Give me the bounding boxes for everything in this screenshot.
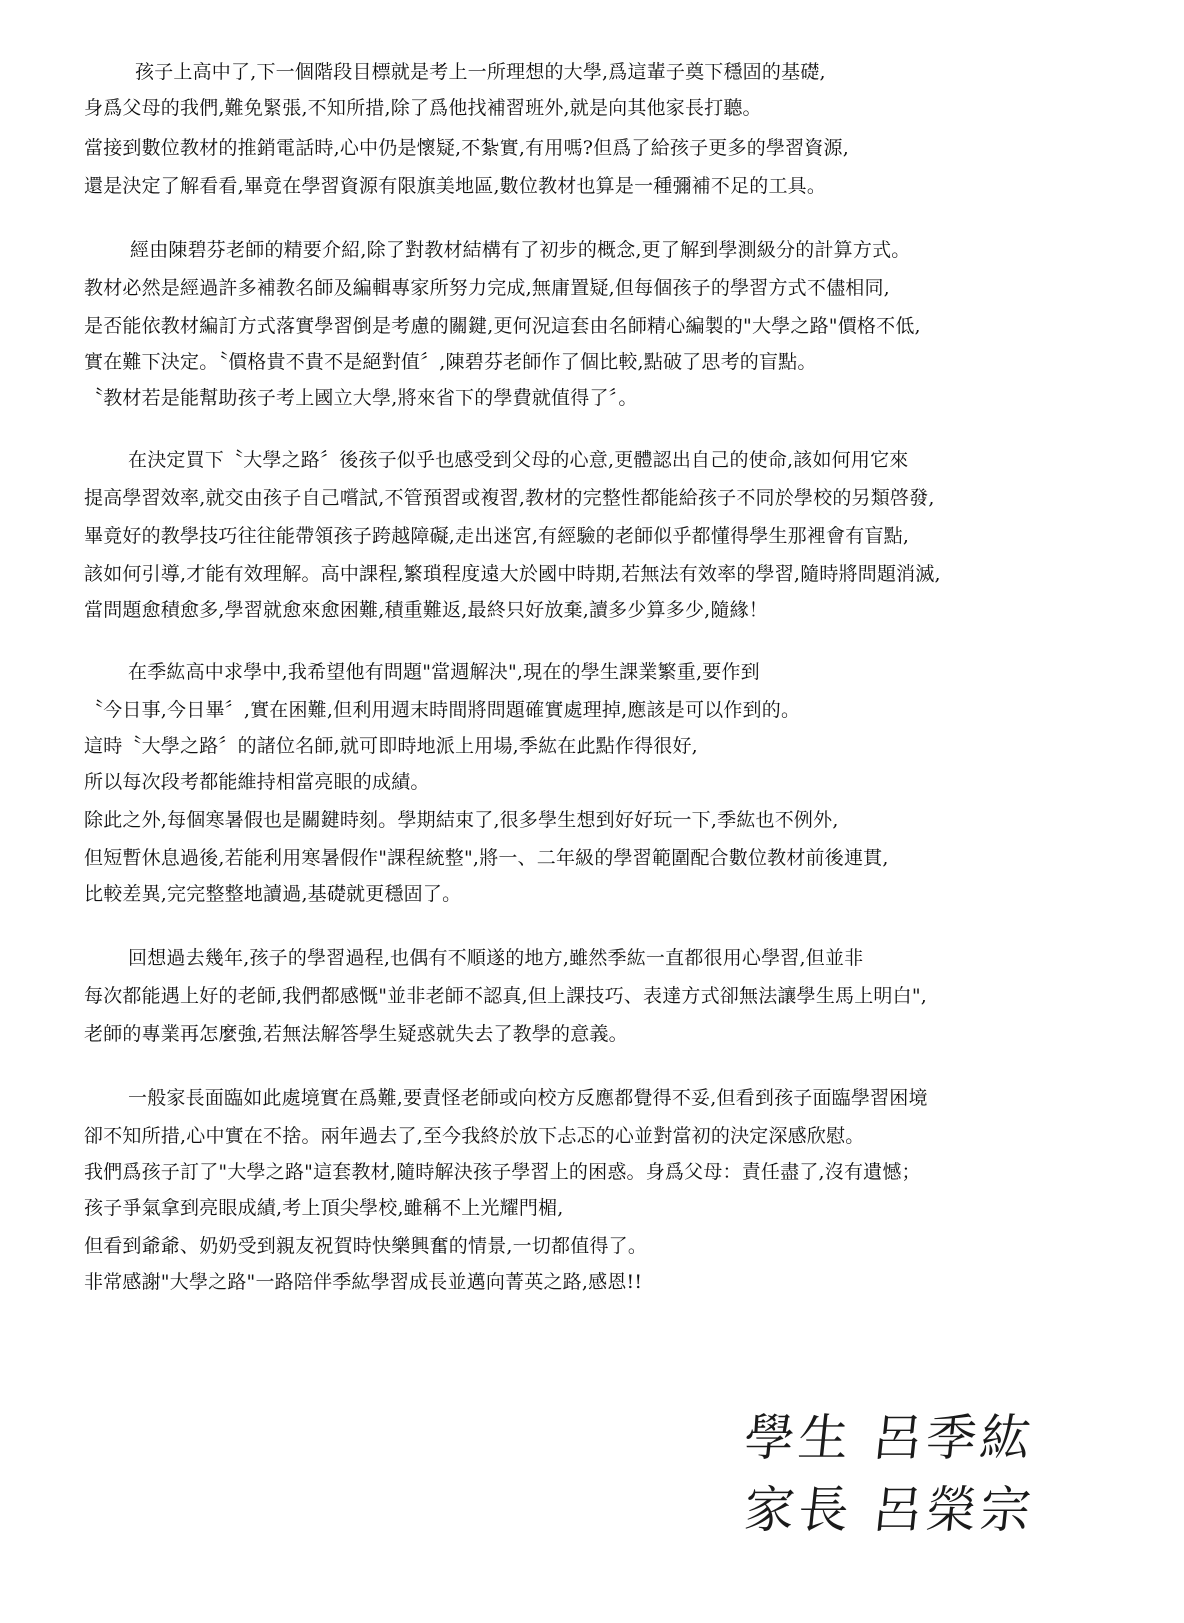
text-line: 當問題愈積愈多,學習就愈來愈困難,積重難返,最終只好放棄,讀多少算多少,隨緣！ bbox=[84, 599, 768, 621]
text-line: 在季紘高中求學中,我希望他有問題"當週解決",現在的學生課業繁重,要作到 bbox=[128, 661, 760, 683]
text-line: 是否能依教材編訂方式落實學習倒是考慮的關鍵,更何況這套由名師精心編製的"大學之路"價格不低, bbox=[84, 315, 921, 337]
text-line: 比較差異,完完整整地讀過,基礎就更穩固了。 bbox=[84, 883, 462, 905]
text-line: 孩子爭氣拿到亮眼成績,考上頂尖學校,雖稱不上光耀門楣, bbox=[84, 1197, 564, 1219]
text-line: 除此之外,每個寒暑假也是關鍵時刻。學期結束了,很多學生想到好好玩一下,季紘也不例外, bbox=[84, 809, 839, 831]
text-line: 還是決定了解看看,畢竟在學習資源有限旗美地區,數位教材也算是一種彌補不足的工具。 bbox=[84, 175, 827, 197]
text-line: 非常感謝"大學之路"一路陪伴季紘學習成長並邁向菁英之路,感恩!! bbox=[84, 1271, 643, 1293]
text-line: 孩子上高中了,下一個階段目標就是考上一所理想的大學,爲這輩子奠下穩固的基礎, bbox=[135, 61, 826, 83]
text-line: 卻不知所措,心中實在不捨。兩年過去了,至今我終於放下忐忑的心並對當初的決定深感欣慰。 bbox=[84, 1125, 865, 1147]
text-line: 該如何引導,才能有效理解。高中課程,繁瑣程度遠大於國中時期,若無法有效率的學習,隨時將問題消滅, bbox=[84, 563, 941, 585]
text-line: 老師的專業再怎麼強,若無法解答學生疑惑就失去了教學的意義。 bbox=[84, 1023, 628, 1045]
text-line: 這時〝大學之路〞的諸位名師,就可即時地派上用場,季紘在此點作得很好, bbox=[84, 735, 698, 757]
text-line: 每次都能遇上好的老師,我們都感慨"並非老師不認真,但上課技巧、表達方式卻無法讓學生馬上明白", bbox=[84, 985, 927, 1007]
signature-student: 學生 呂季紘 bbox=[741, 1409, 1038, 1467]
text-line: 但看到爺爺、奶奶受到親友祝賀時快樂興奮的情景,一切都值得了。 bbox=[84, 1235, 648, 1257]
text-line: 教材必然是經過許多補教名師及編輯專家所努力完成,無庸置疑,但每個孩子的學習方式不儘相同, bbox=[84, 277, 890, 299]
text-line: 〝今日事,今日畢〞,實在困難,但利用週末時間將問題確實處理掉,應該是可以作到的。 bbox=[84, 699, 801, 721]
text-line: 身爲父母的我們,難免緊張,不知所措,除了爲他找補習班外,就是向其他家長打聽。 bbox=[84, 97, 762, 119]
text-line: 當接到數位教材的推銷電話時,心中仍是懷疑,不紮實,有用嗎?但爲了給孩子更多的學習資源, bbox=[84, 137, 849, 159]
text-line: 〝教材若是能幫助孩子考上國立大學,將來省下的學費就值得了〞。 bbox=[84, 387, 638, 409]
text-line: 在決定買下〝大學之路〞後孩子似乎也感受到父母的心意,更體認出自己的使命,該如何用它來 bbox=[128, 449, 909, 471]
text-line: 我們爲孩子訂了"大學之路"這套教材,隨時解決孩子學習上的困惑。身爲父母：責任盡了,沒有遺憾； bbox=[84, 1161, 921, 1183]
text-line: 但短暫休息過後,若能利用寒暑假作"課程統整",將一、二年級的學習範圍配合數位教材前後連貫, bbox=[84, 847, 889, 869]
text-line: 回想過去幾年,孩子的學習過程,也偶有不順遂的地方,雖然季紘一直都很用心學習,但並非 bbox=[128, 947, 864, 969]
text-line: 提高學習效率,就交由孩子自己嚐試,不管預習或複習,教材的完整性都能給孩子不同於學校的另類啓發, bbox=[84, 487, 935, 509]
text-line: 所以每次段考都能維持相當亮眼的成績。 bbox=[84, 771, 430, 793]
text-line: 畢竟好的教學技巧往往能帶領孩子跨越障礙,走出迷宮,有經驗的老師似乎都懂得學生那裡會有盲點, bbox=[84, 525, 910, 547]
signature-parent: 家長 呂榮宗 bbox=[741, 1481, 1038, 1539]
text-line: 一般家長面臨如此處境實在爲難,要責怪老師或向校方反應都覺得不妥,但看到孩子面臨學習困境 bbox=[128, 1087, 928, 1109]
text-line: 經由陳碧芬老師的精要介紹,除了對教材結構有了初步的概念,更了解到學測級分的計算方式。 bbox=[130, 239, 911, 261]
text-line: 實在難下決定。〝價格貴不貴不是絕對值〞,陳碧芬老師作了個比較,點破了思考的盲點。 bbox=[84, 351, 817, 373]
